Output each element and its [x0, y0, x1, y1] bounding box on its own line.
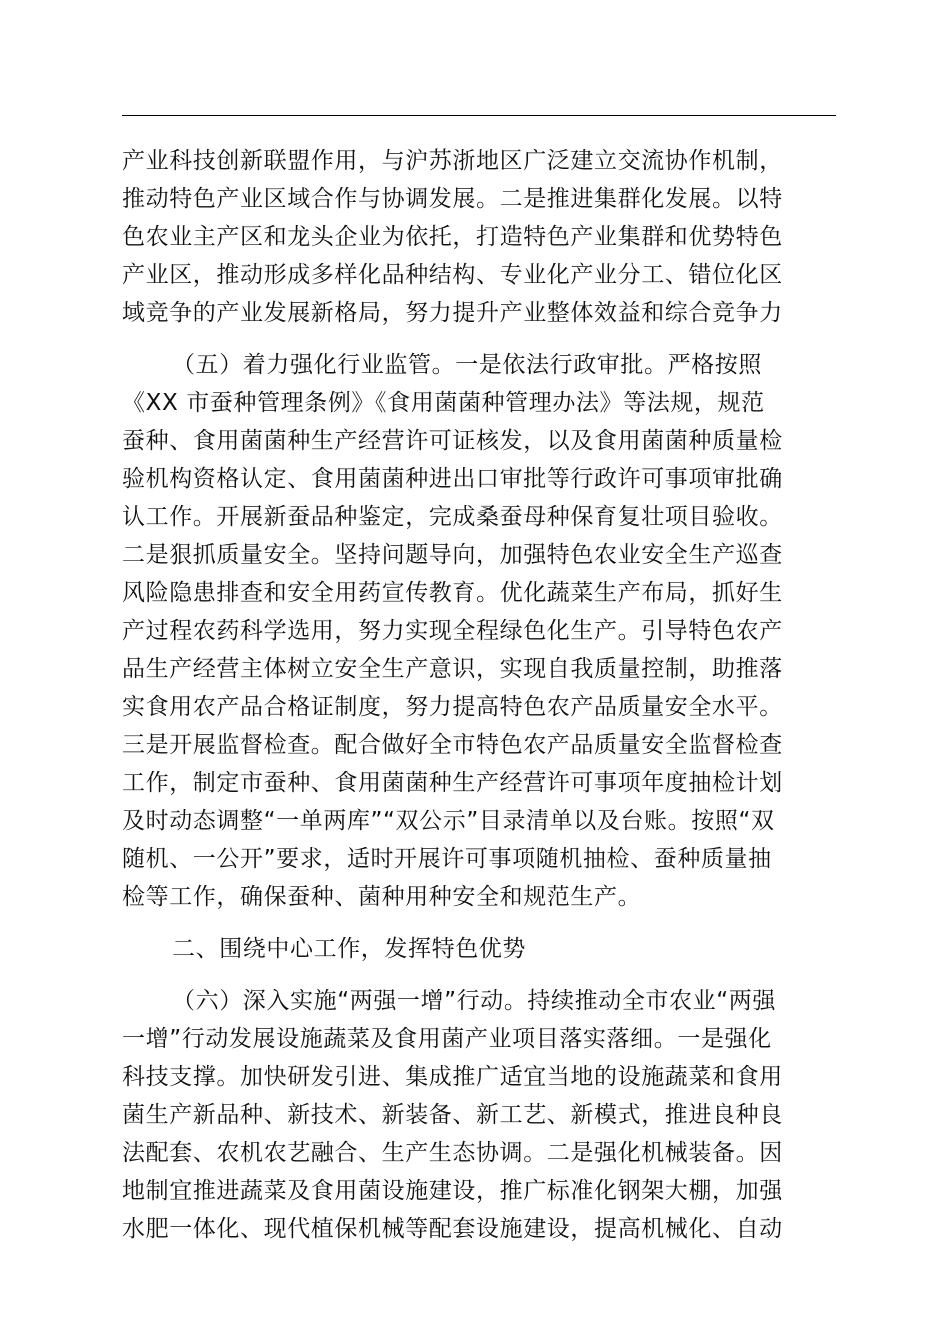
text-line: 法配套、农机农艺融合、生产生态协调。二是强化机械装备。因 [122, 1140, 783, 1166]
text-line: 一增”行动发展设施蔬菜及食用菌产业项目落实落细。一是强化 [122, 1026, 772, 1052]
text-line: 及时动态调整“一单两库”“双公示”目录清单以及台账。按照“双 [122, 808, 775, 834]
text-line: 二、围绕中心工作，发挥特色优势 [172, 936, 526, 962]
text-line: 科技支撑。加快研发引进、集成推广适宜当地的设施蔬菜和食用 [122, 1064, 783, 1090]
text-line: 水肥一体化、现代植保机械等配套设施建设，提高机械化、自动 [122, 1216, 783, 1242]
text-line: 地制宜推进蔬菜及食用菌设施建设，推广标准化钢架大棚，加强 [122, 1178, 783, 1204]
text-line: 实食用农产品合格证制度，努力提高特色农产品质量安全水平。 [122, 694, 783, 720]
text-line: 推动特色产业区域合作与协调发展。二是推进集群化发展。以特 [122, 186, 783, 212]
text-line: 蚕种、食用菌菌种生产经营许可证核发，以及食用菌菌种质量检 [122, 428, 783, 454]
text-line: 菌生产新品种、新技术、新装备、新工艺、新模式，推进良种良 [122, 1102, 783, 1128]
text-line: （六）深入实施“两强一增”行动。持续推动全市农业“两强 [172, 988, 776, 1014]
text-line: 域竞争的产业发展新格局，努力提升产业整体效益和综合竞争力 [122, 300, 783, 326]
paragraph-1 [122, 142, 838, 332]
paragraph-3 [122, 982, 838, 1248]
header-rule [122, 115, 836, 116]
text-line: 二是狠抓质量安全。坚持问题导向，加强特色农业安全生产巡查 [122, 542, 783, 568]
text-line: 产业区，推动形成多样化品种结构、专业化产业分工、错位化区 [122, 262, 783, 288]
document-body [122, 142, 838, 1248]
text-line: 工作，制定市蚕种、食用菌菌种生产经营许可事项年度抽检计划 [122, 770, 783, 796]
text-line: 验机构资格认定、食用菌菌种进出口审批等行政许可事项审批确 [122, 466, 783, 492]
text-line: 品生产经营主体树立安全生产意识，实现自我质量控制，助推落 [122, 656, 783, 682]
section-heading [122, 930, 838, 968]
text-line: 检等工作，确保蚕种、菌种用种安全和规范生产。 [122, 884, 642, 910]
text-line: 色农业主产区和龙头企业为依托，打造特色产业集群和优势特色 [122, 224, 783, 250]
text-line: 随机、一公开”要求，适时开展许可事项随机抽检、蚕种质量抽 [122, 846, 772, 872]
text-line: （五）着力强化行业监管。一是依法行政审批。严格按照 [172, 352, 762, 378]
text-line: 产过程农药科学选用，努力实现全程绿色化生产。引导特色农产 [122, 618, 783, 644]
text-line: 认工作。开展新蚕品种鉴定，完成桑蚕母种保育复壮项目验收。 [122, 504, 783, 530]
text-line: 《XX 市蚕种管理条例》《食用菌菌种管理办法》等法规，规范 [122, 390, 765, 416]
text-line: 风险隐患排查和安全用药宣传教育。优化蔬菜生产布局，抓好生 [122, 580, 783, 606]
paragraph-2 [122, 346, 838, 916]
text-line: 产业科技创新联盟作用，与沪苏浙地区广泛建立交流协作机制， [122, 148, 783, 174]
text-line: 三是开展监督检查。配合做好全市特色农产品质量安全监督检查 [122, 732, 783, 758]
